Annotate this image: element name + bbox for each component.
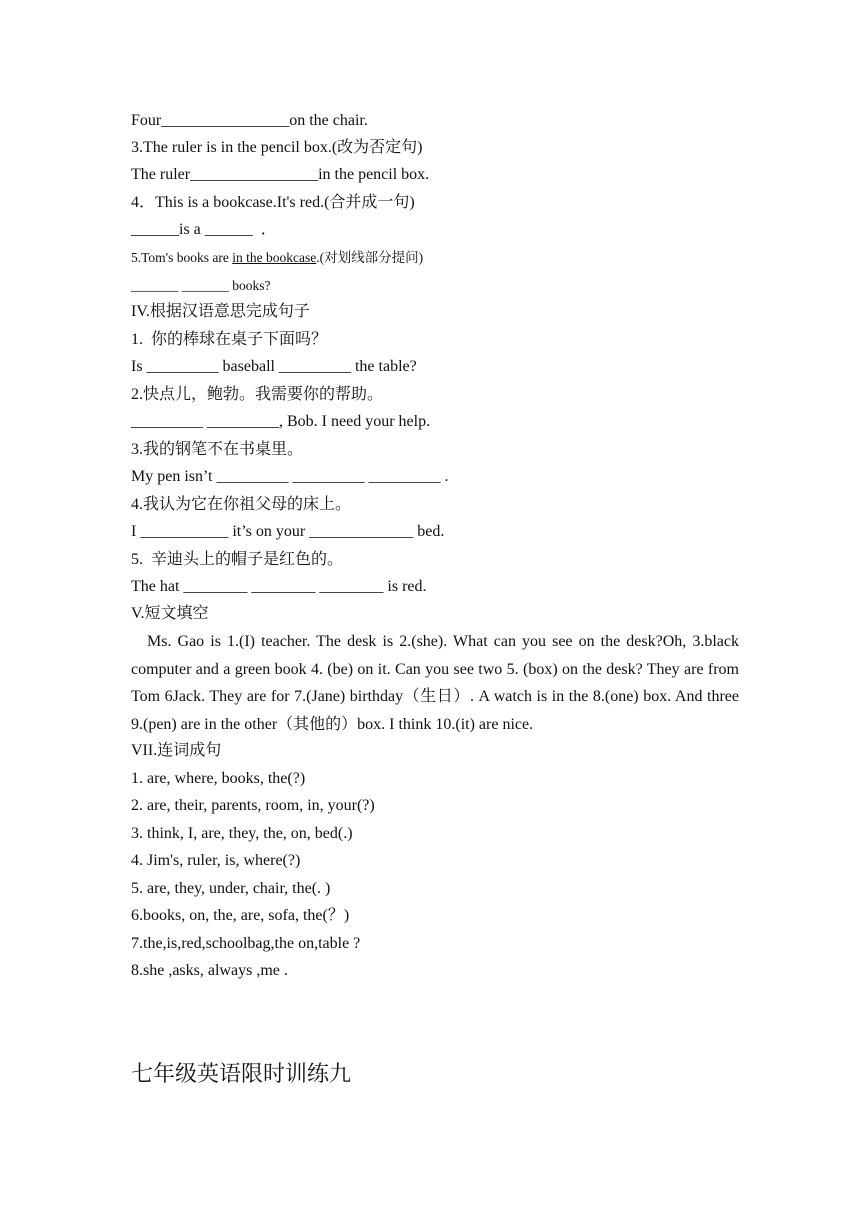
exercise-line: 3.The ruler is in the pencil box.(改为否定句)	[131, 139, 423, 156]
list-item: 5. are, they, under, chair, the(. )	[131, 880, 331, 897]
list-item: 2. are, their, parents, room, in, your(?)	[131, 797, 375, 814]
list-item: 4. Jim's, ruler, is, where(?)	[131, 852, 301, 869]
list-item: 8.she ,asks, always ,me .	[131, 962, 288, 979]
exercise-line: The hat ________ ________ ________ is red.	[131, 578, 427, 595]
underlined-phrase: in the bookcase	[232, 250, 317, 265]
list-item: 7.the,is,red,schoolbag,the on,table ?	[131, 935, 361, 952]
exercise-line: 5. 辛迪头上的帽子是红色的。	[131, 551, 344, 568]
section-heading: V.短文填空	[131, 605, 209, 622]
exercise-line: _________ _________, Bob. I need your help.	[131, 413, 431, 430]
exercise-line: Is _________ baseball _________ the table?	[131, 358, 417, 375]
cloze-passage: Ms. Gao is 1.(I) teacher. The desk is 2.(she). What can you see on the desk?Oh, 3.black computer and a green book 4. (be) on it. Can you see two 5. (box) on the desk? They are from Tom 6Jack. They are for 7.(Jane) birthday（生日）. A watch is in the 8.(one) box. And three 9.(pen) are in the other（其他的）box. I think 10.(it) are nice.	[131, 633, 739, 733]
question-instruction: .(对划线部分提问)	[316, 250, 424, 265]
exercise-line: 1. 你的棒球在桌子下面吗？	[131, 331, 328, 348]
exercise-line: I ___________ it’s on your _____________ bed.	[131, 523, 445, 540]
exercise-line	[131, 248, 423, 268]
section-heading: IV.根据汉语意思完成句子	[131, 303, 310, 320]
exercise-line: 4．This is a bookcase.It's red.(合并成一句)	[131, 194, 415, 211]
exercise-line: My pen isn’t _________ _________ _________ .	[131, 468, 449, 485]
question-text: 5.Tom's books are	[131, 250, 233, 265]
section-heading: VII.连词成句	[131, 742, 222, 759]
exercise-line: 2.快点儿，鲍勃。我需要你的帮助。	[131, 386, 384, 403]
exercise-line: _______ _______ books?	[131, 278, 271, 293]
list-item: 3. think, I, are, they, the, on, bed(.)	[131, 825, 353, 842]
exercise-line: ______is a ______ ．	[131, 221, 277, 238]
page-title: 七年级英语限时训练九	[131, 1062, 352, 1087]
exercise-line: 4.我认为它在你祖父母的床上。	[131, 496, 352, 513]
exercise-line: The ruler________________in the pencil box.	[131, 166, 430, 183]
list-item: 1. are, where, books, the(?)	[131, 770, 306, 787]
list-item: 6.books, on, the, are, sofa, the(？)	[131, 907, 350, 924]
exercise-line: 3.我的钢笔不在书桌里。	[131, 441, 304, 458]
exercise-line: Four________________on the chair.	[131, 112, 368, 129]
